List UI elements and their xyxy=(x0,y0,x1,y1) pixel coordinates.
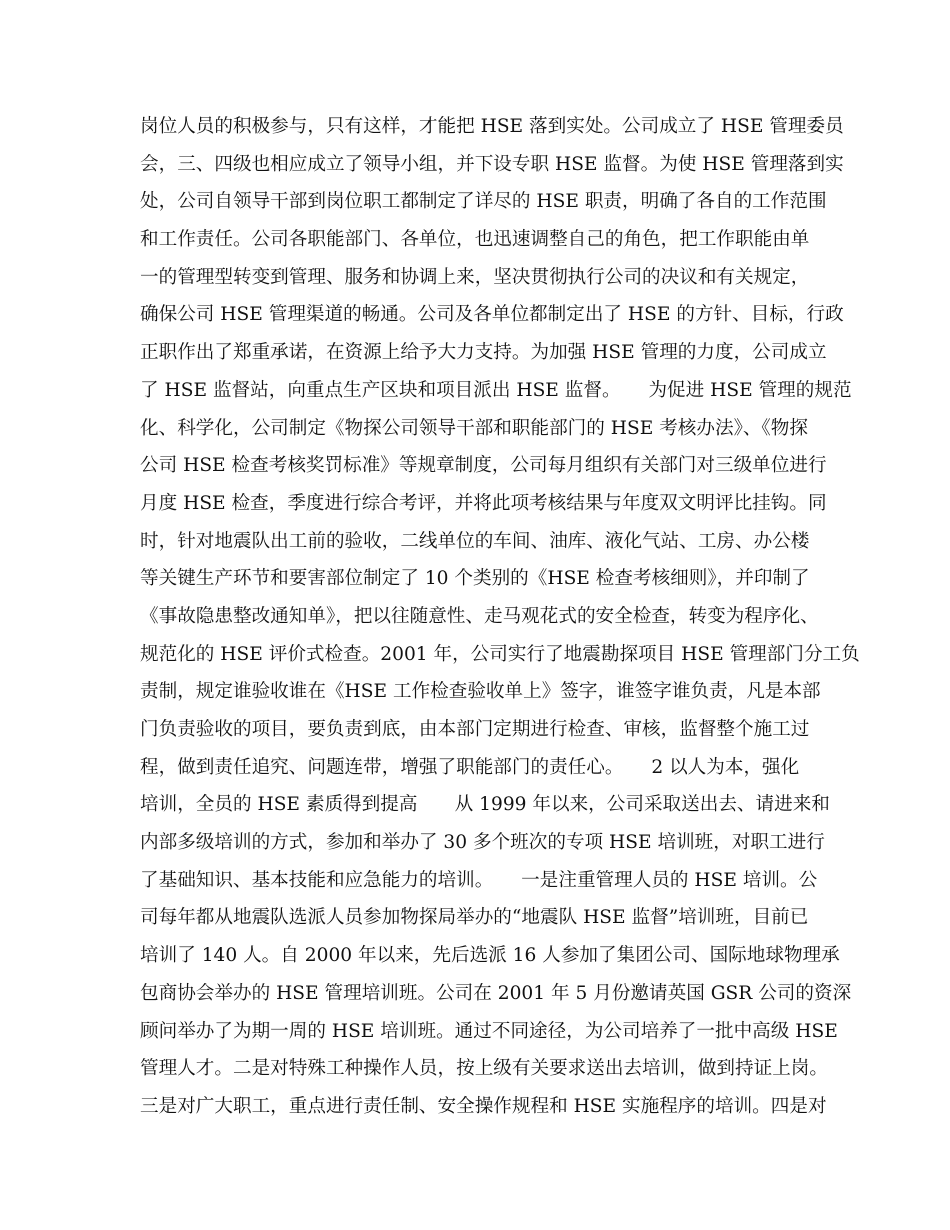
text-line: 培训，全员的 HSE 素质得到提高 从 1999 年以来，公司采取送出去、请进来和 xyxy=(140,794,830,816)
text-line: 门负责验收的项目，要负责到底，由本部门定期进行检查、审核，监督整个施工过 xyxy=(140,719,810,740)
text-line: 确保公司 HSE 管理渠道的畅通。公司及各单位都制定出了 HSE 的方针、目标，行政 xyxy=(140,304,844,326)
text-line: 岗位人员的积极参与，只有这样，才能把 HSE 落到实处。公司成立了 HSE 管理委员 xyxy=(140,116,844,137)
text-line: 公司 HSE 检查考核奖罚标准》等规章制度，公司每月组织有关部门对三级单位进行 xyxy=(140,455,827,477)
text-line: 培训了 140 人。自 2000 年以来，先后选派 16 人参加了集团公司、国际地球物理承 xyxy=(140,945,840,967)
text-line: 会，三、四级也相应成立了领导小组，并下设专职 HSE 监督。为使 HSE 管理落到实 xyxy=(140,153,844,175)
text-line: 时，针对地震队出工前的验收，二线单位的车间、油库、液化气站、工房、办公楼 xyxy=(140,530,810,552)
text-line: 化、科学化，公司制定《物探公司领导干部和职能部门的 HSE 考核办法》、《物探 xyxy=(140,417,808,439)
text-line: 三是对广大职工，重点进行责任制、安全操作规程和 HSE 实施程序的培训。四是对 xyxy=(140,1095,827,1117)
body-text xyxy=(140,108,860,1126)
text-line: 了 HSE 监督站，向重点生产区块和项目派出 HSE 监督。 为促进 HSE 管理的规范 xyxy=(140,379,852,401)
text-line: 一的管理型转变到管理、服务和协调上来，坚决贯彻执行公司的决议和有关规定， xyxy=(140,266,810,288)
text-line: 《事故隐患整改通知单》，把以往随意性、走马观花式的安全检查，转变为程序化、 xyxy=(140,605,819,627)
text-line: 顾问举办了为期一周的 HSE 培训班。通过不同途径，为公司培养了一批中高级 HSE xyxy=(140,1020,838,1042)
text-line: 管理人才。二是对特殊工种操作人员，按上级有关要求送出去培训，做到持证上岗。 xyxy=(140,1058,828,1080)
text-line: 内部多级培训的方式，参加和举办了 30 多个班次的专项 HSE 培训班，对职工进行 xyxy=(140,832,825,854)
text-line: 责制，规定谁验收谁在《HSE 工作检查验收单上》签字，谁签字谁负责，凡是本部 xyxy=(140,681,821,703)
text-line: 规范化的 HSE 评价式检查。2001 年，公司实行了地震勘探项目 HSE 管理部门分工负 xyxy=(140,643,860,665)
text-line: 司每年都从地震队选派人员参加物探局举办的“地震队 HSE 监督”培训班，目前已 xyxy=(140,907,809,929)
text-line: 了基础知识、基本技能和应急能力的培训。 一是注重管理人员的 HSE 培训。公 xyxy=(140,869,818,891)
text-line: 月度 HSE 检查，季度进行综合考评，并将此项考核结果与年度双文明评比挂钩。同 xyxy=(140,492,827,514)
text-line: 和工作责任。公司各职能部门、各单位，也迅速调整自己的角色，把工作职能由单 xyxy=(140,229,810,251)
text-line: 正职作出了郑重承诺，在资源上给予大力支持。为加强 HSE 管理的力度，公司成立 xyxy=(140,342,827,364)
text-line: 等关键生产环节和要害部位制定了 10 个类别的《HSE 检查考核细则》，并印制了 xyxy=(140,568,810,590)
text-line: 包商协会举办的 HSE 管理培训班。公司在 2001 年 5 月份邀请英国 GSR 公司的资深 xyxy=(140,982,852,1004)
text-line: 程，做到责任追究、问题连带，增强了职能部门的责任心。 2 以人为本，强化 xyxy=(140,756,800,778)
text-line: 处，公司自领导干部到岗位职工都制定了详尽的 HSE 职责，明确了各自的工作范围 xyxy=(140,191,827,213)
